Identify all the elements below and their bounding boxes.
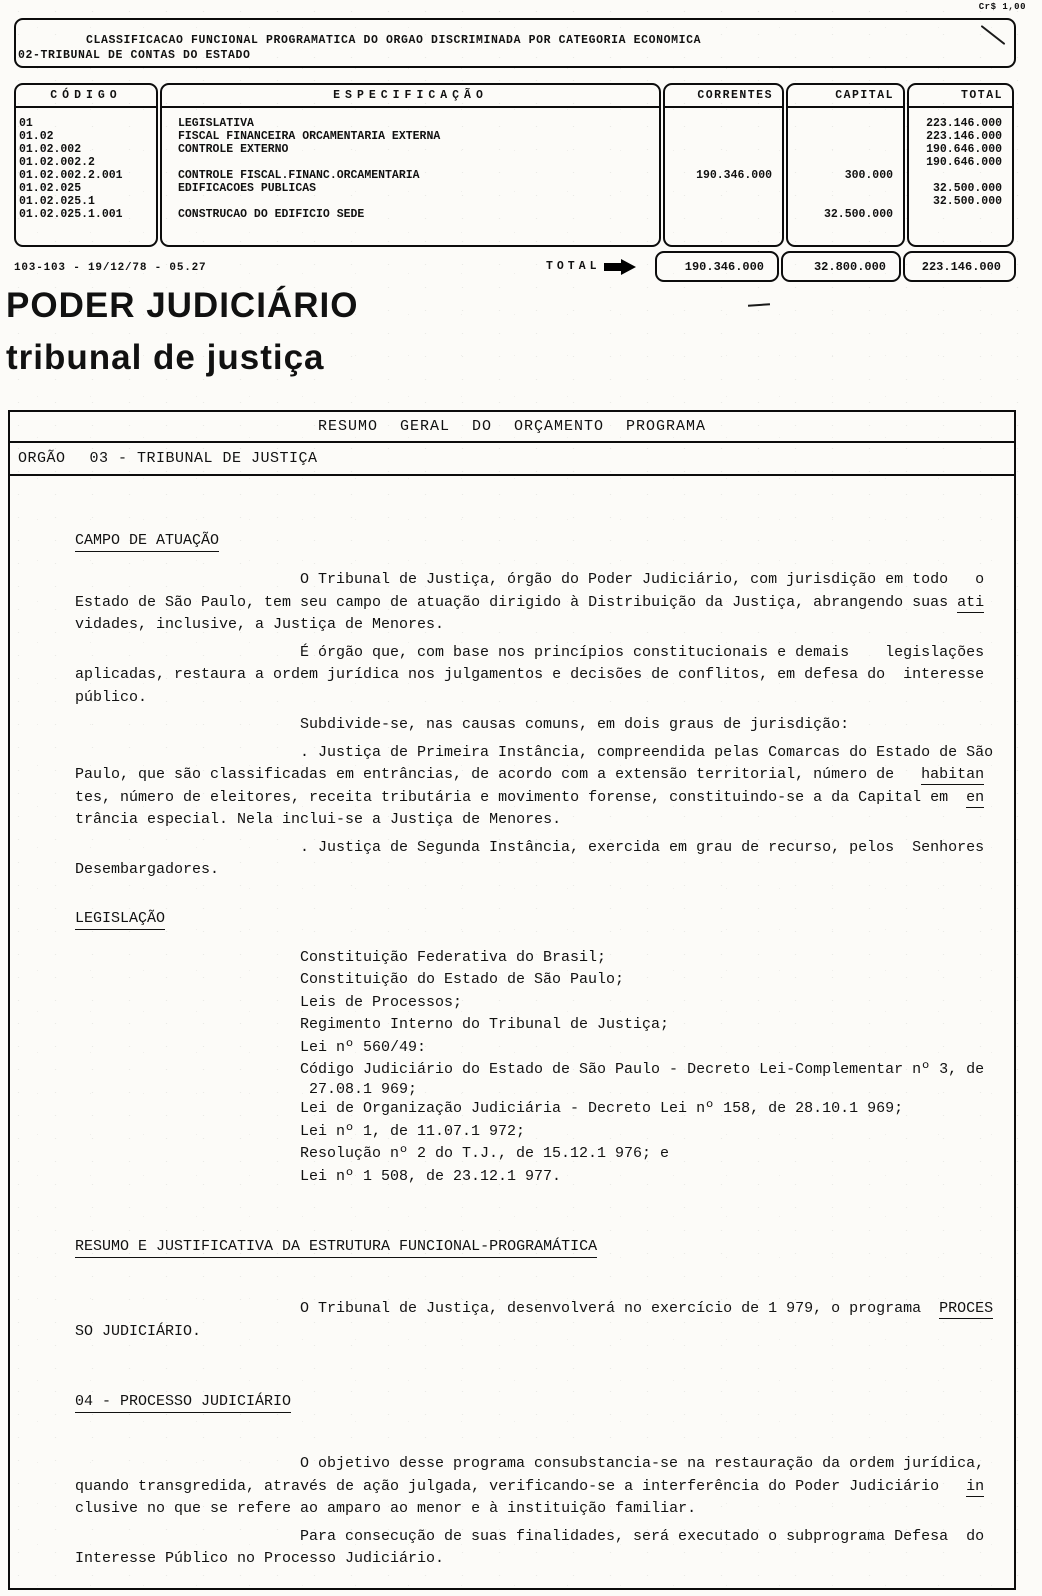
cell-correntes: 190.346.000 — [696, 169, 772, 182]
arrow-right-icon — [604, 259, 638, 275]
column-capital — [786, 83, 905, 247]
codigo-cells — [16, 108, 156, 221]
cell-codigo: 01.02 — [19, 130, 54, 143]
cell-correntes — [665, 195, 782, 208]
list-item — [300, 1166, 1004, 1189]
section-heading: CAMPO DE ATUAÇÃO — [75, 530, 1004, 552]
doc-line: vidades, inclusive, a Justiça de Menores. — [75, 616, 445, 633]
doc-line: aplicadas, restaura a ordem jurídica nos julgamentos e decisões de conflitos, em defesa do interesse — [75, 666, 985, 683]
list-item-line: Resolução nº 2 do T.J., de 15.12.1 976; e — [300, 1145, 670, 1163]
cell-total: 190.646.000 — [926, 143, 1002, 156]
doc-line: público. — [75, 688, 148, 706]
especificacao-cells — [162, 108, 659, 221]
classification-title: CLASSIFICACAO FUNCIONAL PROGRAMATICA DO ORGAO DISCRIMINADA POR CATEGORIA ECONOMICA — [86, 34, 702, 47]
doc-line: É órgão que, com base nos princípios constitucionais e demais legislações — [300, 643, 985, 661]
total-correntes-value: 190.346.000 — [655, 251, 779, 282]
cell-especificacao: FISCAL FINANCEIRA ORCAMENTARIA EXTERNA — [178, 130, 441, 143]
cell-correntes — [665, 156, 782, 169]
total-total-value: 223.146.000 — [903, 251, 1016, 282]
list-item-line: Lei nº 1 508, de 23.12.1 977. — [300, 1167, 562, 1185]
list-item — [300, 1037, 1004, 1060]
paragraph — [75, 1526, 1004, 1571]
paragraph — [75, 837, 1004, 882]
list-item-line: Leis de Processos; — [300, 993, 463, 1011]
doc-line: O Tribunal de Justiça, órgão do Poder Judiciário, com jurisdição em todo o — [300, 571, 985, 588]
cell-capital — [788, 156, 903, 169]
doc-line: Estado de São Paulo, tem seu campo de atuação dirigido à Distribuição da Justiça, abrangendo suas ati — [75, 593, 985, 611]
doc-line: Paulo, que são classificadas em entrâncias, de acordo com a extensão territorial, número de habitan — [75, 766, 985, 783]
page-title: PODER JUDICIÁRIO — [6, 286, 359, 325]
cell-especificacao: CONTROLE EXTERNO — [178, 143, 289, 156]
header-capital: CAPITAL — [788, 85, 903, 108]
doc-line: SO JUDICIÁRIO. — [75, 1322, 202, 1340]
classification-organ: 02-TRIBUNAL DE CONTAS DO ESTADO — [18, 49, 251, 62]
column-codigo — [14, 83, 158, 247]
section-heading: LEGISLAÇÃO — [75, 908, 1004, 930]
cell-capital — [788, 143, 903, 156]
cell-especificacao: CONTROLE FISCAL.FINANC.ORCAMENTARIA — [178, 169, 420, 182]
list-item-line: Regimento Interno do Tribunal de Justiça; — [300, 1016, 670, 1034]
cell-correntes — [665, 117, 782, 130]
legislation-list — [300, 947, 1004, 1189]
capital-cells — [788, 108, 903, 221]
cell-capital — [788, 130, 903, 143]
cell-capital — [788, 182, 903, 195]
doc-line: O objetivo desse programa consubstancia-se na restauração da ordem jurídica, — [300, 1455, 985, 1473]
cell-especificacao — [162, 195, 659, 208]
cell-especificacao: CONSTRUCAO DO EDIFICIO SEDE — [178, 208, 365, 221]
cell-total — [909, 169, 1012, 182]
doc-line: . Justiça de Primeira Instância, compreendida pelas Comarcas do Estado de São — [300, 743, 994, 761]
cell-correntes — [665, 143, 782, 156]
total-cells — [909, 108, 1012, 221]
doc-line: quando transgredida, através de ação julgada, verificando-se a interferência do Poder Judiciário in — [75, 1477, 985, 1495]
cell-capital — [788, 195, 903, 208]
cell-especificacao: LEGISLATIVA — [178, 117, 254, 130]
cell-codigo: 01 — [19, 117, 33, 130]
section-heading: 04 - PROCESSO JUDICIÁRIO — [75, 1391, 1004, 1413]
cell-especificacao: EDIFICACOES PUBLICAS — [178, 182, 317, 195]
cell-total: 223.146.000 — [926, 117, 1002, 130]
cell-correntes — [665, 208, 782, 221]
column-especificacao — [160, 83, 661, 247]
column-correntes — [663, 83, 784, 247]
cell-codigo: 01.02.025.1.001 — [19, 208, 123, 221]
list-item — [300, 1059, 1004, 1098]
cell-codigo: 01.02.002.2 — [19, 156, 95, 169]
doc-line: Subdivide-se, nas causas comuns, em dois graus de jurisdição: — [300, 716, 850, 733]
doc-line: tes, número de eleitores, receita tributária e movimento forense, constituindo-se a da Capital em en — [75, 788, 985, 806]
cell-correntes — [665, 130, 782, 143]
doc-line: . Justiça de Segunda Instância, exercida em grau de recurso, pelos Senhores — [300, 838, 985, 856]
doc-line: trância especial. Nela inclui-se a Justiça de Menores. — [75, 811, 562, 828]
total-capital-value: 32.800.000 — [781, 251, 901, 282]
document-body — [10, 476, 1014, 1571]
header-especificacao: ESPECIFICAÇÃO — [162, 85, 659, 108]
list-item — [300, 969, 1004, 992]
cell-correntes — [665, 182, 782, 195]
orgao-value: 03 - TRIBUNAL DE JUSTIÇA — [89, 450, 318, 467]
paragraph — [75, 714, 1004, 737]
paragraph — [75, 642, 1004, 710]
cell-total: 32.500.000 — [932, 182, 1002, 195]
doc-line: Interesse Público no Processo Judiciário. — [75, 1550, 445, 1568]
page-subtitle: tribunal de justiça — [6, 338, 325, 377]
list-item-line: Constituição Federativa do Brasil; — [300, 948, 607, 966]
list-item-line: Constituição do Estado de São Paulo; — [300, 971, 625, 989]
doc-line: clusive no que se refere ao amparo ao menor e à instituição familiar. — [75, 1500, 697, 1518]
correntes-cells — [665, 108, 782, 221]
scan-mark — [748, 303, 770, 307]
cell-capital: 300.000 — [844, 169, 893, 182]
list-item — [300, 1014, 1004, 1037]
list-item — [300, 947, 1004, 970]
doc-line: O Tribunal de Justiça, desenvolverá no exercício de 1 979, o programa PROCES — [300, 1300, 994, 1318]
cell-total: 190.646.000 — [926, 156, 1002, 169]
cell-codigo: 01.02.025 — [19, 182, 82, 195]
section-heading: RESUMO E JUSTIFICATIVA DA ESTRUTURA FUNCIONAL-PROGRAMÁTICA — [75, 1236, 1004, 1258]
column-total — [907, 83, 1014, 247]
cell-codigo: 01.02.002 — [19, 143, 82, 156]
cell-capital: 32.500.000 — [823, 208, 893, 221]
orgao-row — [10, 443, 1014, 476]
list-item-line: Lei nº 1, de 11.07.1 972; — [300, 1122, 526, 1140]
classification-box — [14, 18, 1016, 68]
list-item — [300, 992, 1004, 1015]
paragraph — [75, 569, 1004, 637]
header-codigo: CÓDIGO — [16, 85, 156, 108]
paragraph — [75, 1298, 1004, 1343]
resumo-header: RESUMO GERAL DO ORÇAMENTO PROGRAMA — [10, 412, 1014, 443]
cell-capital — [788, 117, 903, 130]
cell-total — [909, 208, 1012, 221]
paragraph — [75, 1453, 1004, 1521]
list-item-line: 27.08.1 969; — [300, 1081, 418, 1099]
list-item-line: Lei nº 560/49: — [300, 1038, 427, 1056]
total-label: TOTAL — [546, 260, 601, 273]
cell-total: 32.500.000 — [932, 195, 1002, 208]
currency-note: Cr$ 1,00 — [978, 2, 1026, 12]
list-item — [300, 1143, 1004, 1166]
cell-total: 223.146.000 — [926, 130, 1002, 143]
budget-table — [14, 83, 1016, 247]
header-correntes: CORRENTES — [665, 85, 782, 108]
list-item — [300, 1098, 1004, 1121]
header-total: TOTAL — [909, 85, 1012, 108]
totals-row — [0, 251, 1042, 285]
print-stamp: 103-103 - 19/12/78 - 05.27 — [14, 262, 207, 274]
cell-codigo: 01.02.002.2.001 — [19, 169, 123, 182]
resumo-box — [8, 410, 1016, 1590]
paragraph — [75, 742, 1004, 832]
list-item-line: Lei de Organização Judiciária - Decreto Lei nº 158, de 28.10.1 969; — [300, 1100, 904, 1118]
doc-line: Para consecução de suas finalidades, será executado o subprograma Defesa do — [300, 1527, 985, 1545]
list-item — [300, 1121, 1004, 1144]
orgao-label: ORGÃO — [18, 450, 66, 467]
cell-especificacao — [162, 156, 659, 169]
list-item-line: Código Judiciário do Estado de São Paulo - Decreto Lei-Complementar nº 3, de — [300, 1061, 985, 1079]
cell-codigo: 01.02.025.1 — [19, 195, 95, 208]
doc-line: Desembargadores. — [75, 861, 220, 878]
